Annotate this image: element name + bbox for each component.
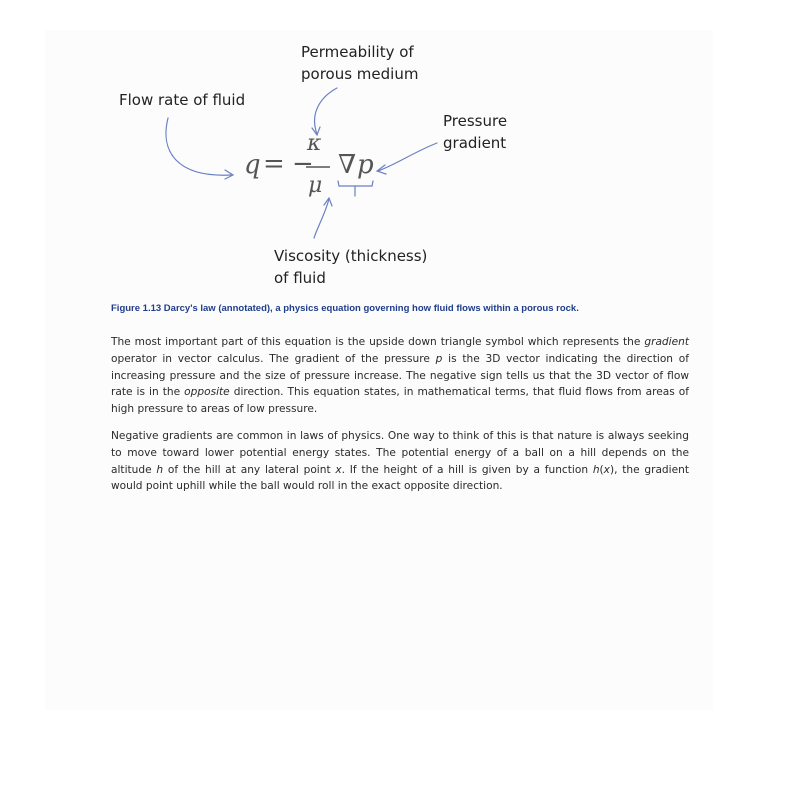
paragraph-2-emphasis-x: x: [335, 463, 342, 476]
annotation-pressure-line2: gradient: [443, 134, 507, 152]
paragraph-1-text-4: direction. This equation states, in mathematical terms, that fluid flows from areas of high pressure to areas of low pressure.: [111, 386, 689, 416]
annotation-viscosity: [274, 245, 427, 289]
paragraph-2-text-1: Negative gradients are common in laws of physics. One way to think of this is that nature is always seeking to move toward lower potential energy states. The potential energy of a ball on a hill depends on the altitude: [111, 430, 689, 476]
paragraph-1-emphasis-gradient: gradient: [644, 336, 689, 348]
equation-p: p: [357, 150, 374, 180]
paragraph-1: [111, 334, 689, 418]
annotation-permeability: [301, 41, 418, 85]
paragraph-1-emphasis-opposite: opposite: [184, 386, 230, 399]
annotation-viscosity-line1: Viscosity (thickness): [274, 247, 428, 265]
paragraph-2-text-4: (: [599, 463, 604, 476]
equation-equals: =: [263, 149, 285, 179]
annotation-pressure-gradient: [443, 110, 507, 154]
paragraph-2-text-2: of the hill at any lateral point: [163, 463, 336, 476]
equation-q: q: [244, 150, 261, 180]
equation-mu: μ: [308, 173, 323, 198]
equation-minus: −: [292, 149, 314, 179]
paragraph-2-emphasis-h: h: [156, 463, 164, 476]
paragraph-2: [111, 428, 689, 495]
annotation-permeability-line2: porous medium: [301, 65, 419, 83]
figure-caption: Figure 1.13 Darcy's law (annotated), a physics equation governing how fluid flows within a porous rock.: [111, 303, 579, 314]
equation-kappa: κ: [307, 131, 322, 156]
paragraph-1-emphasis-p: p: [435, 352, 443, 365]
paragraph-2-emphasis-h-func: h: [592, 463, 600, 476]
annotation-viscosity-line2: of fluid: [274, 269, 326, 287]
annotation-flow-rate: [119, 89, 245, 111]
annotation-pressure-line1: Pressure: [443, 112, 508, 130]
annotation-flow-rate-text: Flow rate of fluid: [119, 91, 246, 109]
annotation-permeability-line1: Permeability of: [301, 43, 414, 61]
paragraph-1-text-1: The most important part of this equation is the upside down triangle symbol which represents the: [111, 336, 645, 348]
paragraph-2-emphasis-x-arg: x: [603, 463, 610, 476]
paragraph-2-text-5: ), the gradient would point uphill while the ball would roll in the exact opposite direction.: [111, 463, 689, 493]
equation-nabla: ∇: [338, 150, 357, 180]
paragraph-2-text-3: . If the height of a hill is given by a function: [341, 463, 593, 476]
paragraph-1-text-3: is the 3D vector indicating the direction of increasing pressure and the size of pressure increase. The negative sign tells us that the 3D vector of flow rate is in the: [111, 352, 689, 399]
paragraph-1-text-2: operator in vector calculus. The gradient of the pressure: [111, 352, 436, 365]
